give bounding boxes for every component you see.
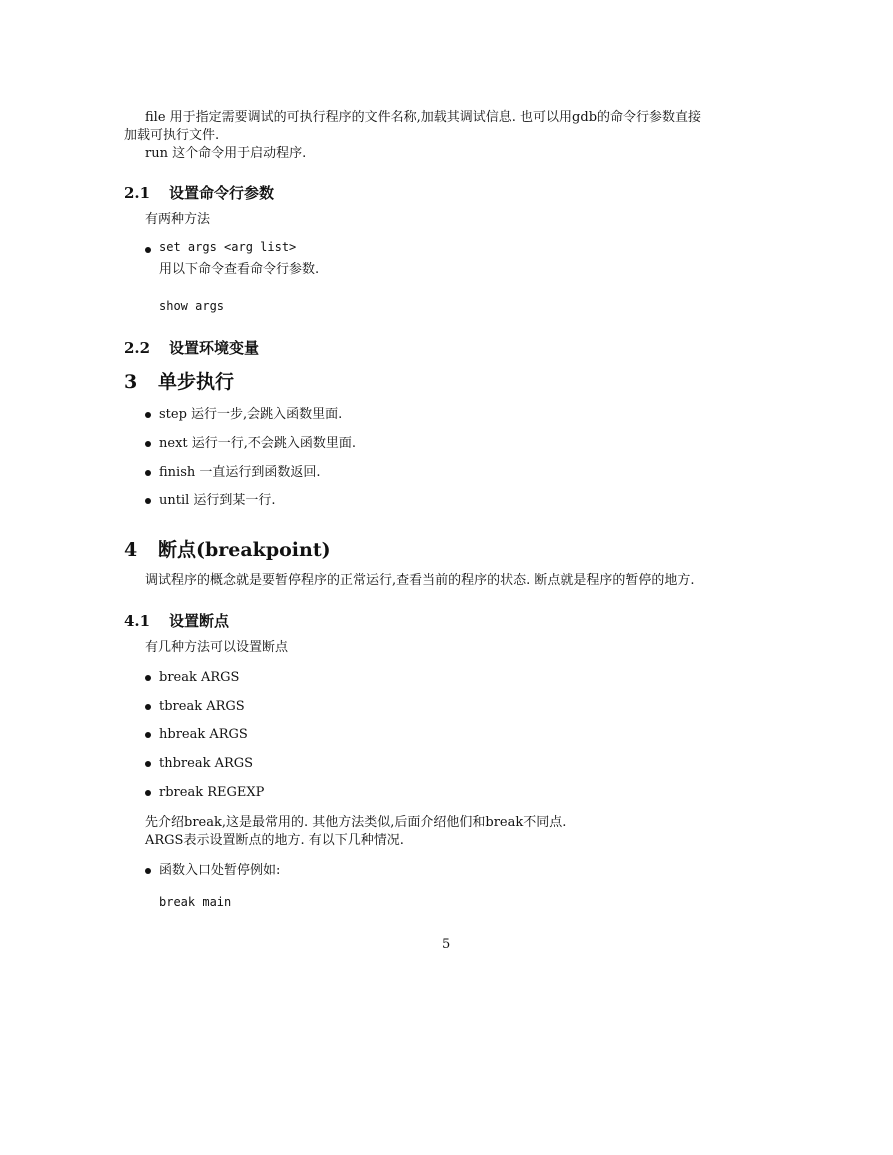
list-item: finish 一直运行到函数返回. <box>159 465 321 480</box>
bullet-dot <box>145 761 151 767</box>
bullet-dot <box>145 704 151 710</box>
set-args-item: set args <arg list> <box>159 240 297 254</box>
section-4-1-heading <box>124 610 229 631</box>
intro-line-2: 加载可执行文件. <box>124 128 220 143</box>
code-show-args: show args <box>159 299 225 313</box>
section-number: 2.1 <box>124 184 151 202</box>
function-entry-item: 函数入口处暂停例如: <box>159 863 281 878</box>
section-3-heading <box>124 367 234 394</box>
bullet-dot <box>145 441 151 447</box>
section-2-1-text: 有两种方法 <box>145 212 211 227</box>
section-title: 单步执行 <box>158 371 235 393</box>
section-4-heading <box>124 535 331 562</box>
code-break-main: break main <box>159 895 232 909</box>
bullet-dot <box>145 732 151 738</box>
section-title: 断点(breakpoint) <box>158 539 331 561</box>
section-number: 4.1 <box>124 612 151 630</box>
bullet-dot <box>145 868 151 874</box>
list-item: thbreak ARGS <box>159 756 254 771</box>
bullet-dot <box>145 498 151 504</box>
bullet-dot <box>145 412 151 418</box>
list-item: tbreak ARGS <box>159 699 245 714</box>
bullet-dot <box>145 675 151 681</box>
section-2-1-heading <box>124 182 274 203</box>
list-item: until 运行到某一行. <box>159 493 276 508</box>
section-number: 3 <box>124 371 138 393</box>
set-args-desc: 用以下命令查看命令行参数. <box>159 262 320 277</box>
list-item: break ARGS <box>159 670 240 685</box>
section-4-1-after-2: ARGS表示设置断点的地方. 有以下几种情况. <box>145 833 404 848</box>
section-4-1-after-1: 先介绍break,这是最常用的. 其他方法类似,后面介绍他们和break不同点. <box>145 815 567 830</box>
bullet-dot <box>145 790 151 796</box>
section-2-2-heading <box>124 337 259 358</box>
bullet-dot <box>145 470 151 476</box>
intro-line-1: file 用于指定需要调试的可执行程序的文件名称,加载其调试信息. 也可以用gdb的命令行参数直接 <box>145 110 702 125</box>
list-item: hbreak ARGS <box>159 727 248 742</box>
section-title: 设置命令行参数 <box>169 184 275 202</box>
list-item: step 运行一步,会跳入函数里面. <box>159 407 343 422</box>
section-4-1-text: 有几种方法可以设置断点 <box>145 640 289 655</box>
section-number: 2.2 <box>124 339 151 357</box>
bullet-dot <box>145 247 151 253</box>
list-item: rbreak REGEXP <box>159 785 265 800</box>
section-4-text: 调试程序的概念就是要暂停程序的正常运行,查看当前的程序的状态. 断点就是程序的暂停的地方. <box>145 573 695 588</box>
intro-line-3: run 这个命令用于启动程序. <box>145 146 307 161</box>
list-item: next 运行一行,不会跳入函数里面. <box>159 436 357 451</box>
section-title: 设置断点 <box>169 612 230 630</box>
section-title: 设置环境变量 <box>169 339 260 357</box>
page-number: 5 <box>442 937 451 952</box>
section-number: 4 <box>124 539 138 561</box>
